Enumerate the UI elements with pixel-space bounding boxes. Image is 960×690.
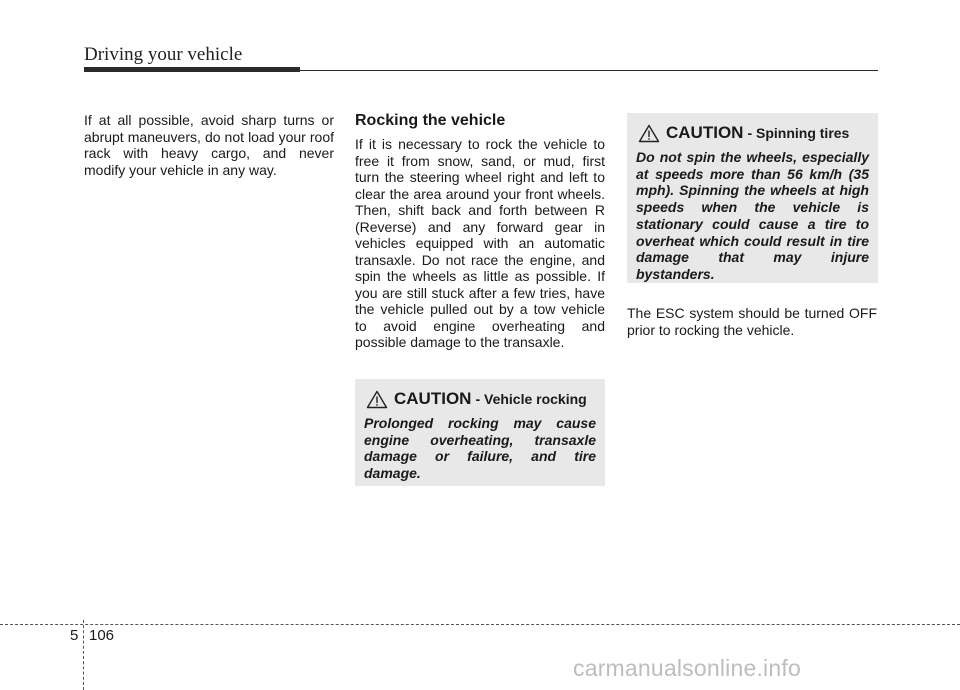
caution-subtitle: - Vehicle rocking (475, 391, 587, 407)
caution-box-spinning-tires (627, 113, 878, 283)
caution-body: Prolonged rocking may cause engine overheating, transaxle damage or failure, and tire damage. (364, 415, 596, 482)
warning-triangle-icon (638, 124, 660, 143)
footer-rule-horizontal (0, 624, 960, 625)
chapter-number: 5 (70, 627, 79, 644)
caution-word: CAUTION (666, 123, 744, 142)
column-right (627, 305, 877, 338)
caution-box-vehicle-rocking (355, 379, 605, 486)
header-title: Driving your vehicle (84, 44, 243, 65)
rocking-paragraph: If it is necessary to rock the vehicle to free it from snow, sand, or mud, first turn the steering wheel right and left to clear the area around your front wheels. Then, shift back and forth between R (Reverse) and any forward gear in vehicles equipped with an automatic transaxle. Do not race the engine, and spin the wheels as little as possible. If you are still stuck after a few tries, have the vehicle pulled out by a tow vehicle to avoid engine overheating and possible damage to the transaxle. (355, 136, 605, 350)
caution-body: Do not spin the wheels, especially at speeds more than 56 km/h (35 mph). Spinning the wheels at high speeds when the vehicle is stationary could cause a tire to overheat which could result in tire damage that may injure bystanders. (636, 149, 869, 282)
header-rule (300, 70, 878, 71)
turns-paragraph: If at all possible, avoid sharp turns or abrupt maneuvers, do not load your roof rack with heavy cargo, and never modify your vehicle in any way. (84, 112, 334, 178)
header-bar (84, 67, 300, 72)
rocking-heading: Rocking the vehicle (355, 112, 506, 129)
caution-header (364, 389, 596, 409)
warning-triangle-icon (366, 390, 388, 409)
caution-subtitle: - Spinning tires (747, 125, 850, 141)
column-left (84, 112, 334, 178)
caution-header (636, 123, 869, 143)
footer-rule-vertical (83, 620, 84, 690)
esc-paragraph: The ESC system should be turned OFF prior to rocking the vehicle. (627, 305, 877, 338)
watermark: carmanualsonline.info (573, 655, 801, 681)
caution-word: CAUTION (394, 389, 472, 408)
column-middle (355, 112, 605, 351)
page-number: 106 (89, 627, 115, 644)
